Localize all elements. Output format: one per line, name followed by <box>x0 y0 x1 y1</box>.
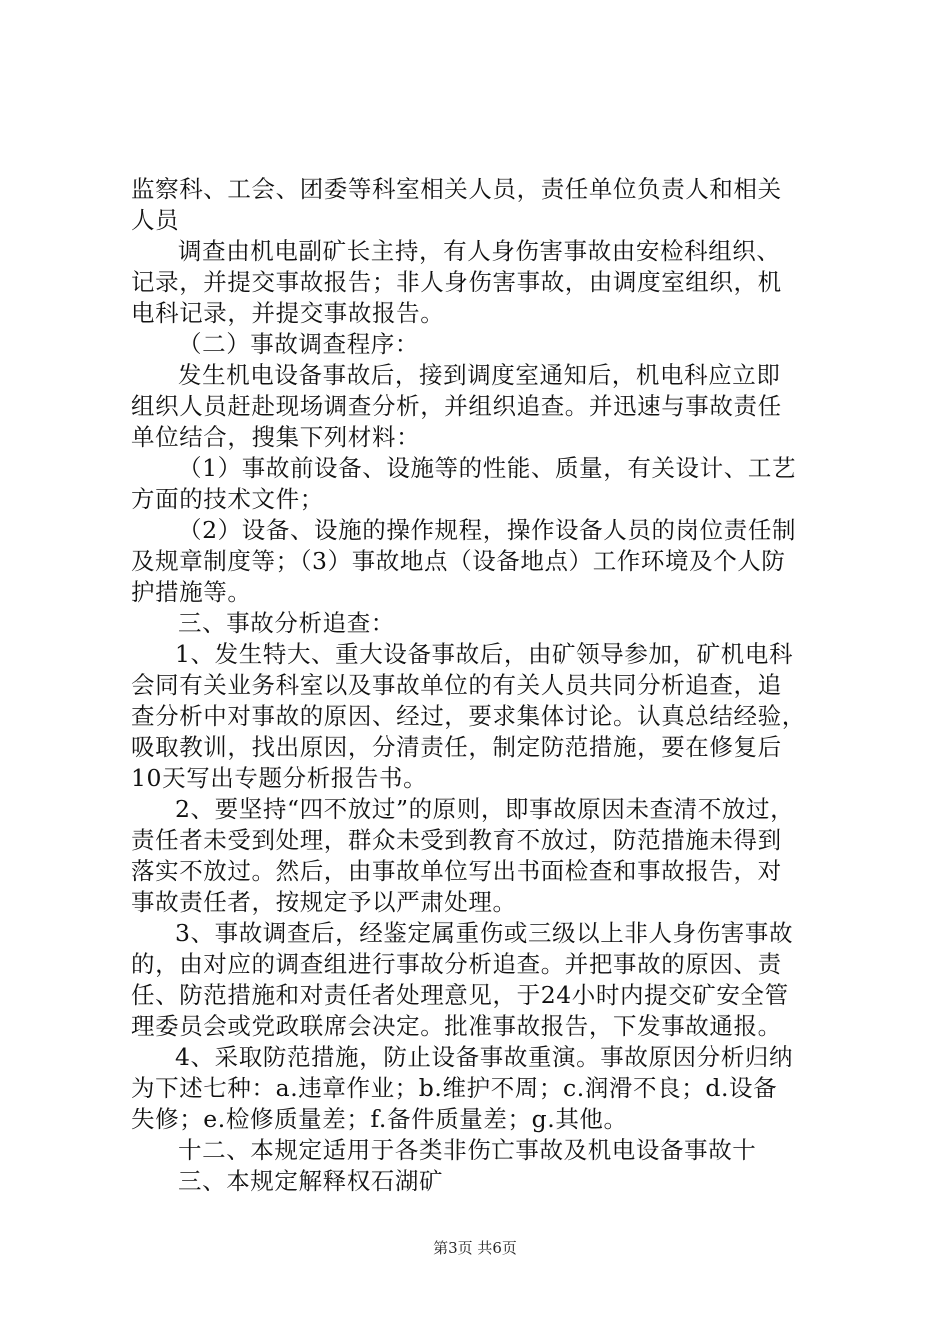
text-line: 方面的技术文件； <box>131 485 324 513</box>
text-line: 单位结合，搜集下列材料： <box>131 423 421 451</box>
text-line: 责任者未受到处理，群众未受到教育不放过，防范措施未得到 <box>131 826 782 854</box>
text-line: 及规章制度等；（3）事故地点（设备地点）工作环境及个人防 <box>131 547 786 575</box>
text-line: 任、防范措施和对责任者处理意见，于24小时内提交矿安全管 <box>131 981 789 1009</box>
text-line: 1、发生特大、重大设备事故后，由矿领导参加，矿机电科 <box>175 640 794 668</box>
text-line: 三、本规定解释权石湖矿 <box>178 1167 444 1195</box>
text-line: 理委员会或党政联席会决定。批准事故报告，下发事故通报。 <box>131 1012 782 1040</box>
text-line: （2）设备、设施的操作规程，操作设备人员的岗位责任制 <box>178 516 797 544</box>
text-line: 发生机电设备事故后，接到调度室通知后，机电科应立即 <box>178 361 781 389</box>
text-line: 会同有关业务科室以及事故单位的有关人员共同分析追查，追 <box>131 671 782 699</box>
text-line: 10天写出专题分析报告书。 <box>131 764 428 792</box>
text-line: 十二、本规定适用于各类非伤亡事故及机电设备事故十 <box>178 1136 757 1164</box>
text-line: （二）事故调查程序： <box>178 330 419 358</box>
text-line: 为下述七种：a.违章作业；b.维护不周；c.润滑不良；d.设备 <box>131 1074 778 1102</box>
document-body <box>131 174 837 1197</box>
text-line: 组织人员赶赴现场调查分析，并组织追查。并迅速与事故责任 <box>131 392 782 420</box>
text-line: 三、事故分析追查： <box>178 609 395 637</box>
text-line: 失修；e.检修质量差；f.备件质量差；g.其他。 <box>131 1105 628 1133</box>
text-line: 人员 <box>131 206 180 234</box>
text-line: 记录，并提交事故报告；非人身伤害事故，由调度室组织，机 <box>131 268 782 296</box>
text-line: 的，由对应的调查组进行事故分析追查。并把事故的原因、责 <box>131 950 782 978</box>
page-footer: 第3页 共6页 <box>433 1239 517 1257</box>
text-line: 吸取教训，找出原因，分清责任，制定防范措施，要在修复后 <box>131 733 782 761</box>
text-line: 3、事故调查后，经鉴定属重伤或三级以上非人身伤害事故 <box>175 919 794 947</box>
text-line: 4、采取防范措施，防止设备事故重演。事故原因分析归纳 <box>175 1043 794 1071</box>
text-line: 调查由机电副矿长主持，有人身伤害事故由安检科组织、 <box>178 237 781 265</box>
text-line: 电科记录，并提交事故报告。 <box>131 299 445 327</box>
text-line: 2、要坚持“四不放过”的原则，即事故原因未查清不放过， <box>175 795 795 823</box>
text-line: 监察科、工会、团委等科室相关人员，责任单位负责人和相关 <box>131 175 782 203</box>
text-line: 落实不放过。然后，由事故单位写出书面检查和事故报告，对 <box>131 857 782 885</box>
text-line: 护措施等。 <box>131 578 252 606</box>
text-line: （1）事故前设备、设施等的性能、质量，有关设计、工艺 <box>178 454 797 482</box>
text-line: 查分析中对事故的原因、经过，要求集体讨论。认真总结经验， <box>131 702 806 730</box>
text-line: 事故责任者，按规定予以严肃处理。 <box>131 888 517 916</box>
